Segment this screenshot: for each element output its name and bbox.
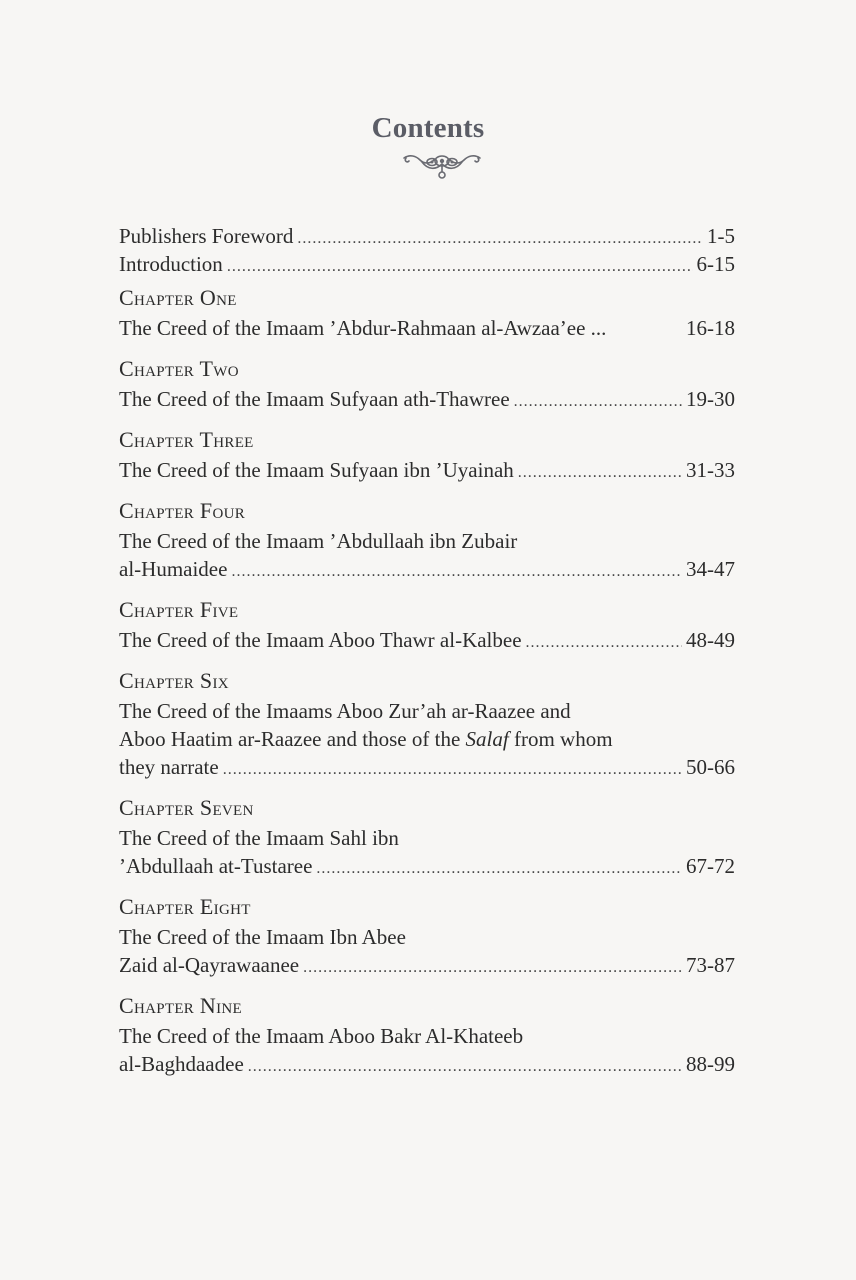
chapter-eight	[119, 893, 735, 979]
chapter-seven	[119, 794, 735, 880]
toc-entry-page: 31-33	[686, 458, 735, 482]
toc-entry-label: ’Abdullaah at-Tustaree	[119, 854, 313, 878]
dot-leader	[297, 225, 703, 253]
chapter-heading: Chapter Seven	[119, 795, 254, 820]
toc-entry-page: 73-87	[686, 953, 735, 977]
toc-entry-label: they narrate	[119, 755, 219, 779]
toc-entry-page: 19-30	[686, 387, 735, 411]
toc-entry	[119, 753, 735, 781]
toc-entry-text-part: Aboo Haatim ar-Raazee and those of the	[119, 727, 461, 751]
dot-leader	[227, 253, 693, 281]
dot-leader	[316, 855, 682, 883]
toc-entry-text	[119, 725, 735, 753]
toc-entry-text: The Creed of the Imaam Ibn Abee	[119, 925, 406, 949]
chapter-heading: Chapter Two	[119, 356, 239, 381]
chapter-heading: Chapter Nine	[119, 993, 242, 1018]
floral-ornament-icon	[400, 150, 484, 180]
chapter-two	[119, 355, 735, 413]
chapter-heading: Chapter Six	[119, 668, 229, 693]
toc-entry-introduction	[119, 250, 735, 278]
toc-entry-page: 34-47	[686, 557, 735, 581]
toc-entry-page: 6-15	[696, 252, 735, 276]
dot-leader	[223, 756, 682, 784]
toc-entry	[119, 626, 735, 654]
chapter-heading: Chapter Four	[119, 498, 246, 523]
chapter-three	[119, 426, 735, 484]
toc-entry-text: The Creed of the Imaam ’Abdullaah ibn Zubair	[119, 529, 518, 553]
toc-entry-page: 88-99	[686, 1052, 735, 1076]
toc-entry-page: 67-72	[686, 854, 735, 878]
toc-entry-text: The Creed of the Imaam Aboo Bakr Al-Khateeb	[119, 1024, 524, 1048]
toc-entry	[119, 385, 735, 413]
toc-entry-page: 1-5	[707, 224, 735, 248]
chapter-five	[119, 596, 735, 654]
toc-entry-label: al-Baghdaadee	[119, 1052, 244, 1076]
chapter-nine	[119, 992, 735, 1078]
dot-leader	[514, 388, 682, 416]
chapter-heading: Chapter Five	[119, 597, 239, 622]
toc-entry-label: The Creed of the Imaam Sufyaan ibn ’Uyainah	[119, 458, 514, 482]
dot-leader	[526, 629, 682, 657]
table-of-contents	[119, 222, 735, 1078]
toc-entry	[119, 456, 735, 484]
toc-entry-label: The Creed of the Imaam Aboo Thawr al-Kalbee	[119, 628, 522, 652]
toc-entry	[119, 555, 735, 583]
toc-entry-label: Introduction	[119, 252, 223, 276]
toc-entry	[119, 852, 735, 880]
toc-entry-label: al-Humaidee	[119, 557, 228, 581]
dot-leader	[231, 558, 682, 586]
toc-entry-text: The Creed of the Imaam Sahl ibn	[119, 826, 399, 850]
dot-leader	[248, 1053, 682, 1081]
dot-leader	[303, 954, 682, 982]
chapter-heading: Chapter Eight	[119, 894, 251, 919]
toc-entry-label: Zaid al-Qayrawaanee	[119, 953, 300, 977]
chapter-one	[119, 284, 735, 342]
toc-entry-page: 16-18	[686, 316, 735, 340]
toc-entry	[119, 314, 735, 342]
toc-entry-text-part: from whom	[513, 727, 613, 751]
toc-entry-publishers-foreword	[119, 222, 735, 250]
chapter-heading: Chapter Three	[119, 427, 254, 452]
toc-entry-italic-term: Salaf	[465, 727, 509, 751]
chapter-heading: Chapter One	[119, 285, 237, 310]
toc-entry-label: Publishers Foreword	[119, 224, 294, 248]
toc-entry-text: The Creed of the Imaams Aboo Zur’ah ar-Raazee and	[119, 699, 571, 723]
toc-entry	[119, 951, 735, 979]
toc-entry	[119, 1050, 735, 1078]
dot-leader	[518, 459, 682, 487]
chapter-four	[119, 497, 735, 583]
chapter-six	[119, 667, 735, 781]
toc-entry-page: 48-49	[686, 628, 735, 652]
toc-entry-label: The Creed of the Imaam ’Abdur-Rahmaan al-Awzaa’ee ...	[119, 316, 607, 340]
toc-entry-label: The Creed of the Imaam Sufyaan ath-Thawree	[119, 387, 510, 411]
page-title: Contents	[371, 112, 485, 144]
toc-entry-page: 50-66	[686, 755, 735, 779]
